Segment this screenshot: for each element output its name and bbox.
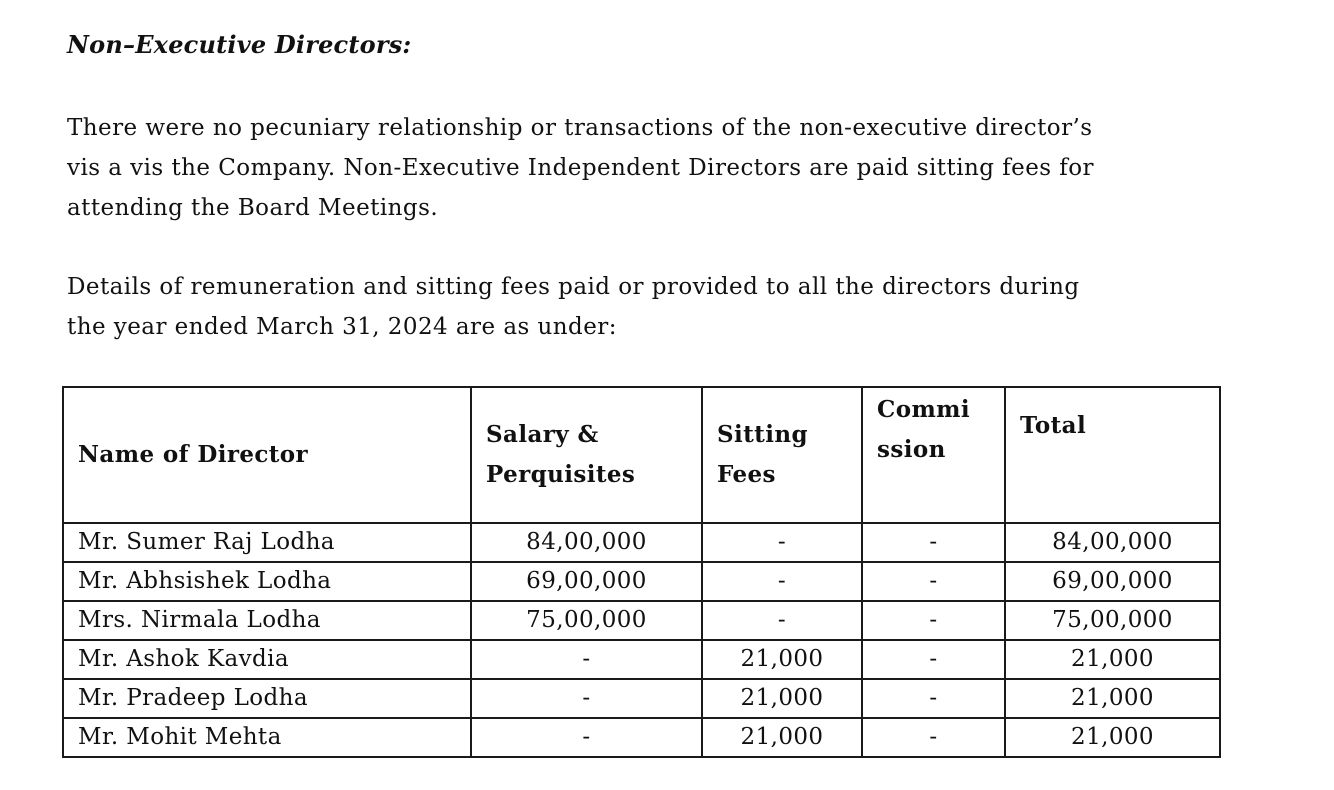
paragraph-line: There were no pecuniary relationship or transactions of the non-executive director’s xyxy=(67,115,1093,141)
cell-salary: 84,00,000 xyxy=(471,523,702,562)
header-text: Commi xyxy=(877,396,971,423)
cell-total: 69,00,000 xyxy=(1005,562,1220,601)
cell-salary: - xyxy=(471,718,702,757)
cell-sitting-fees: 21,000 xyxy=(702,718,862,757)
cell-commission: - xyxy=(862,718,1005,757)
intro-paragraph xyxy=(67,108,1252,228)
header-text: Name of Director xyxy=(78,441,309,468)
table-row xyxy=(63,562,1220,601)
header-text: Salary & xyxy=(486,421,599,448)
header-text: Sitting xyxy=(717,421,808,448)
paragraph-line: Details of remuneration and sitting fees paid or provided to all the directors during xyxy=(67,274,1080,300)
cell-commission: - xyxy=(862,601,1005,640)
cell-total: 21,000 xyxy=(1005,679,1220,718)
cell-director-name: Mr. Pradeep Lodha xyxy=(63,679,471,718)
table-row xyxy=(63,679,1220,718)
cell-sitting-fees: - xyxy=(702,523,862,562)
cell-total: 84,00,000 xyxy=(1005,523,1220,562)
details-paragraph xyxy=(67,267,1252,347)
header-commission xyxy=(862,387,1005,523)
cell-salary: 69,00,000 xyxy=(471,562,702,601)
header-total xyxy=(1005,387,1220,523)
header-text: Fees xyxy=(717,461,776,488)
cell-commission: - xyxy=(862,523,1005,562)
table-row xyxy=(63,601,1220,640)
cell-salary: - xyxy=(471,640,702,679)
cell-commission: - xyxy=(862,679,1005,718)
header-name-of-director xyxy=(63,387,471,523)
table-header-row xyxy=(63,387,1220,523)
cell-commission: - xyxy=(862,562,1005,601)
cell-total: 21,000 xyxy=(1005,718,1220,757)
cell-salary: 75,00,000 xyxy=(471,601,702,640)
header-text: Total xyxy=(1020,412,1087,439)
table-row xyxy=(63,523,1220,562)
cell-total: 75,00,000 xyxy=(1005,601,1220,640)
paragraph-line: the year ended March 31, 2024 are as under: xyxy=(67,314,617,340)
cell-director-name: Mrs. Nirmala Lodha xyxy=(63,601,471,640)
remuneration-table xyxy=(62,386,1221,758)
cell-total: 21,000 xyxy=(1005,640,1220,679)
cell-director-name: Mr. Abhsishek Lodha xyxy=(63,562,471,601)
header-salary-perquisites xyxy=(471,387,702,523)
cell-sitting-fees: 21,000 xyxy=(702,679,862,718)
cell-director-name: Mr. Sumer Raj Lodha xyxy=(63,523,471,562)
paragraph-line: attending the Board Meetings. xyxy=(67,195,439,221)
cell-commission: - xyxy=(862,640,1005,679)
cell-director-name: Mr. Mohit Mehta xyxy=(63,718,471,757)
cell-salary: - xyxy=(471,679,702,718)
header-text: ssion xyxy=(877,436,946,463)
table-row xyxy=(63,640,1220,679)
cell-sitting-fees: - xyxy=(702,601,862,640)
header-text: Perquisites xyxy=(486,461,636,488)
table-row xyxy=(63,718,1220,757)
cell-sitting-fees: 21,000 xyxy=(702,640,862,679)
cell-director-name: Mr. Ashok Kavdia xyxy=(63,640,471,679)
header-sitting-fees xyxy=(702,387,862,523)
paragraph-line: vis a vis the Company. Non-Executive Independent Directors are paid sitting fees for xyxy=(67,155,1095,181)
section-heading: Non–Executive Directors: xyxy=(67,30,412,59)
cell-sitting-fees: - xyxy=(702,562,862,601)
